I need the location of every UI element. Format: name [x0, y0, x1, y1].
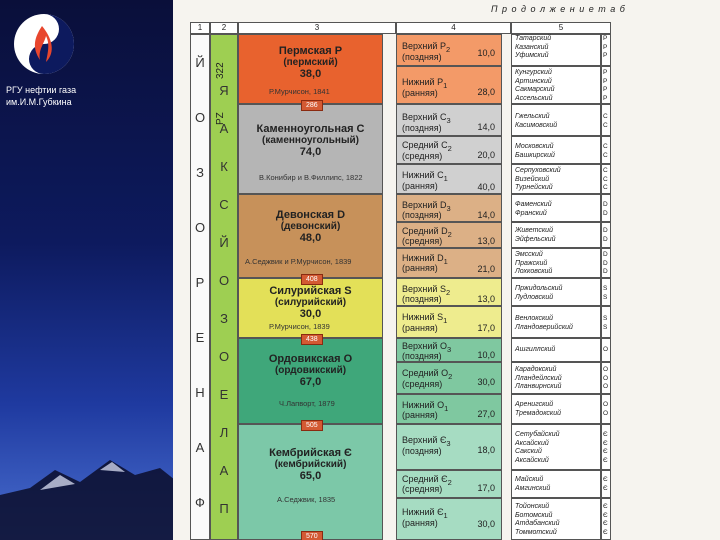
stage-code: S [603, 323, 608, 331]
epoch-subname: (ранняя) [402, 410, 438, 420]
epoch-duration: 14,0 [477, 122, 495, 132]
stage-name: Сакмарский [515, 86, 555, 93]
period-name: Девонская D [275, 209, 346, 221]
era-letter: К [220, 159, 228, 174]
stage-group [511, 338, 601, 362]
stage-code: O [603, 409, 609, 417]
period-name: Пермская P [278, 45, 343, 57]
epoch-index: 1 [444, 403, 449, 413]
period-carboniferous [238, 104, 383, 194]
eon-letter: Ф [195, 495, 205, 510]
stage-code: Є [603, 456, 608, 464]
stage-code-group [601, 424, 611, 470]
period-subname: (силурийский) [274, 297, 347, 308]
stage-code: S [603, 293, 608, 301]
column-number-1: 1 [190, 22, 210, 34]
epoch-duration: 30,0 [477, 377, 495, 387]
stage-name: Ашгиллский [515, 346, 556, 353]
epoch-subname: (ранняя) [402, 323, 438, 333]
epoch-index: 2 [447, 477, 452, 487]
stage-code: P [603, 86, 608, 93]
epoch-upper-silurian [396, 278, 502, 306]
epoch-duration: 30,0 [477, 519, 495, 529]
stage-code: C [603, 121, 608, 129]
period-duration: 67,0 [299, 376, 322, 388]
stage-name: Сетубайский [515, 431, 560, 438]
stage-code: Є [603, 503, 608, 510]
epoch-subname: (поздняя) [402, 52, 442, 62]
stage-name: Ботомский [515, 511, 553, 519]
stage-code: D [603, 209, 608, 217]
stage-group [511, 34, 601, 66]
stage-group [511, 104, 601, 136]
stage-group [511, 164, 601, 194]
stage-code-group [601, 164, 611, 194]
stage-name: Лланвирнский [515, 383, 562, 390]
epoch-index: 2 [445, 44, 451, 54]
epoch-index: 1 [443, 256, 448, 266]
era-letter: С [219, 197, 229, 212]
eon-column [190, 34, 210, 540]
epoch-subname: (средняя) [402, 484, 443, 494]
stage-name: Аксайский [515, 456, 549, 464]
geochronology-table-sheet [173, 0, 720, 540]
era-letter: П [219, 501, 229, 516]
epoch-duration: 21,0 [477, 264, 495, 274]
epoch-subname: (поздняя) [402, 294, 442, 304]
epoch-duration: 17,0 [477, 323, 495, 333]
epoch-index: 3 [446, 438, 451, 448]
stage-code: Є [603, 511, 608, 519]
epoch-duration: 18,0 [477, 445, 495, 455]
stage-code: Є [603, 528, 608, 536]
stage-name: Аксайский [515, 439, 549, 447]
stage-code: S [603, 315, 608, 322]
epoch-lower-cambrian [396, 498, 502, 540]
stage-code: D [603, 235, 608, 243]
epoch-lower-silurian [396, 306, 502, 338]
period-subname: (пермский) [283, 57, 338, 68]
stage-code: C [603, 167, 608, 174]
stage-code-group [601, 136, 611, 164]
period-author: А.Седжвик и Р.Мурчисон, 1839 [245, 257, 352, 266]
stage-name: Лудловский [515, 293, 554, 301]
org-line-2: им.И.М.Губкина [6, 97, 72, 107]
epoch-name: Средний O [402, 368, 449, 378]
stage-name: Тремадокский [515, 409, 562, 417]
era-letter: О [218, 349, 230, 364]
stage-name: Турнейский [515, 184, 553, 191]
epoch-name: Средний D [402, 226, 448, 236]
epoch-name: Нижний S [402, 312, 444, 322]
period-author: Ч.Лапворт, 1879 [279, 399, 335, 408]
stage-code: Є [603, 439, 608, 447]
epoch-subname: (ранняя) [402, 88, 438, 98]
epoch-name: Нижний C [402, 170, 444, 180]
stage-code: P [603, 94, 608, 102]
period-name: Каменноугольная C [256, 123, 365, 135]
stage-code: C [603, 175, 608, 183]
epoch-name: Нижний P [402, 77, 444, 87]
era-letter: Е [219, 387, 229, 402]
boundary-age: 505 [301, 420, 323, 431]
stage-code-group [601, 278, 611, 306]
epoch-name: Верхний O [402, 341, 447, 351]
period-devonian [238, 194, 383, 278]
eon-letter: Р [195, 275, 205, 290]
period-cambrian [238, 424, 383, 540]
epoch-subname: (ранняя) [402, 518, 438, 528]
epoch-duration: 40,0 [477, 182, 495, 192]
stage-name: Томмотский [515, 528, 557, 536]
eon-letter: Й [195, 55, 205, 70]
stage-name: Лохковский [515, 268, 553, 275]
stage-code: O [603, 374, 609, 382]
eon-letter: Е [195, 330, 205, 345]
period-name: Силурийская S [269, 285, 352, 297]
epoch-subname: (ранняя) [402, 181, 438, 191]
eon-letter: А [195, 440, 205, 455]
epoch-subname: (поздняя) [402, 210, 442, 220]
epoch-name: Верхний Є [402, 435, 447, 445]
boundary-age: 408 [301, 274, 323, 285]
stage-code: P [603, 35, 608, 42]
stage-code-group [601, 362, 611, 394]
epoch-index: 2 [448, 371, 453, 381]
epoch-name: Нижний Є [402, 507, 444, 517]
epoch-lower-carboniferous [396, 164, 502, 194]
stage-code: D [603, 201, 608, 208]
epoch-name: Средний Є [402, 474, 448, 484]
epoch-duration: 20,0 [477, 150, 495, 160]
epoch-name: Нижний O [402, 400, 445, 410]
stage-name: Франский [515, 209, 547, 217]
stage-name: Татарский [515, 35, 552, 42]
epoch-middle-ordovician [396, 362, 502, 394]
epoch-subname: (средняя) [402, 236, 443, 246]
stage-code-group [601, 470, 611, 498]
stage-code-group [601, 194, 611, 222]
period-silurian [238, 278, 383, 338]
stage-code: S [603, 285, 608, 292]
epoch-duration: 13,0 [477, 294, 495, 304]
epoch-name: Верхний S [402, 284, 446, 294]
epoch-subname: (поздняя) [402, 123, 442, 133]
stage-name: Ассельский [515, 94, 553, 102]
stage-code-group [601, 104, 611, 136]
stage-code: O [603, 346, 609, 353]
period-subname: (кембрийский) [274, 459, 347, 470]
epoch-upper-permian [396, 34, 502, 66]
stage-name: Казанский [515, 43, 549, 51]
period-author: В.Конибир и В.Филлипс, 1822 [259, 173, 363, 182]
period-subname: (каменноугольный) [262, 135, 359, 146]
stage-name: Фаменский [515, 201, 552, 208]
stage-name: Амгинский [515, 484, 551, 492]
epoch-index: 1 [443, 315, 448, 325]
stage-group [511, 470, 601, 498]
epoch-name: Нижний D [402, 253, 444, 263]
eon-letter: О [194, 220, 206, 235]
stage-name: Эйфельский [515, 235, 556, 243]
stage-name: Московский [515, 143, 554, 150]
stage-group [511, 306, 601, 338]
epoch-duration: 14,0 [477, 210, 495, 220]
stage-code: P [603, 69, 608, 76]
epoch-middle-cambrian [396, 470, 502, 498]
epoch-index: 1 [443, 173, 448, 183]
stage-code: D [603, 259, 608, 267]
stage-name: Венлокский [515, 315, 554, 322]
period-subname: (ордовикский) [274, 365, 347, 376]
column-number-4: 4 [396, 22, 511, 34]
era-letter: О [218, 273, 230, 288]
stage-code: P [603, 43, 608, 51]
epoch-name: Верхний P [402, 41, 446, 51]
stage-group [511, 248, 601, 278]
stage-name: Кунгурский [515, 69, 552, 76]
period-permian [238, 34, 383, 104]
era-letter: Й [219, 235, 229, 250]
stage-name: Сакский [515, 448, 542, 455]
epoch-middle-devonian [396, 222, 502, 248]
period-duration: 30,0 [299, 308, 322, 320]
stage-code: D [603, 251, 608, 258]
stage-group [511, 222, 601, 248]
stage-code: Є [603, 431, 608, 438]
stage-code-group [601, 34, 611, 66]
table-continuation-title: П р о д о л ж е н и е т а б [491, 4, 626, 14]
eon-letter: Н [195, 385, 205, 400]
era-duration: 322 [215, 62, 226, 79]
stage-group [511, 194, 601, 222]
stage-name: Живетский [515, 227, 553, 234]
period-duration: 38,0 [299, 68, 322, 80]
period-author: Р.Мурчисон, 1841 [269, 87, 330, 96]
stage-code-group [601, 66, 611, 104]
stage-code: Є [603, 484, 608, 492]
stage-code: C [603, 113, 608, 120]
era-code: PZ [215, 112, 226, 125]
stage-name: Пржидольский [515, 285, 563, 292]
stage-code: Є [603, 520, 608, 527]
epoch-subname: (средняя) [402, 379, 443, 389]
stage-code: D [603, 268, 608, 275]
stage-name: Тойонский [515, 503, 550, 510]
epoch-duration: 13,0 [477, 236, 495, 246]
stage-name: Атдабанский [515, 520, 560, 527]
column-number-2: 2 [210, 22, 238, 34]
epoch-subname: (средняя) [402, 151, 443, 161]
stage-code-group [601, 498, 611, 540]
organization-name [6, 84, 166, 108]
period-duration: 48,0 [299, 232, 322, 244]
epoch-upper-cambrian [396, 424, 502, 470]
stage-name: Эмсский [515, 251, 543, 258]
epoch-duration: 17,0 [477, 483, 495, 493]
epoch-index: 1 [443, 510, 448, 520]
epoch-index: 2 [447, 143, 452, 153]
stage-name: Лландейлский [515, 374, 562, 382]
epoch-index: 2 [445, 287, 451, 297]
stage-name: Карадокский [515, 366, 557, 373]
boundary-age: 438 [301, 334, 323, 345]
stage-code-group [601, 338, 611, 362]
stage-code-group [601, 248, 611, 278]
stage-name: Лландоверийский [515, 323, 573, 331]
stage-group [511, 278, 601, 306]
period-author: Р.Мурчисон, 1839 [269, 322, 330, 331]
stage-group [511, 136, 601, 164]
period-ordovician [238, 338, 383, 424]
epoch-index: 3 [446, 344, 452, 354]
stage-name: Гжельский [515, 113, 550, 120]
period-subname: (девонский) [280, 221, 341, 232]
stage-group [511, 362, 601, 394]
stage-name: Пражский [515, 259, 548, 267]
epoch-index: 2 [447, 229, 452, 239]
stage-code: C [603, 184, 608, 191]
org-line-1: РГУ нефтии газа [6, 85, 77, 95]
epoch-lower-devonian [396, 248, 502, 278]
era-letter: З [220, 311, 228, 326]
stage-code: O [603, 366, 609, 373]
stage-name: Аренигский [515, 401, 554, 408]
stage-group [511, 394, 601, 424]
stage-code: C [603, 143, 608, 150]
epoch-name: Верхний C [402, 112, 447, 122]
epoch-duration: 27,0 [477, 409, 495, 419]
epoch-subname: (ранняя) [402, 263, 438, 273]
stage-code: Є [603, 448, 608, 455]
period-duration: 65,0 [299, 470, 322, 482]
stage-name: Касимовский [515, 121, 558, 129]
epoch-lower-ordovician [396, 394, 502, 424]
stage-group [511, 498, 601, 540]
epoch-upper-devonian [396, 194, 502, 222]
epoch-lower-permian [396, 66, 502, 104]
eon-letter: О [194, 110, 206, 125]
stage-code-group [601, 222, 611, 248]
stage-group [511, 66, 601, 104]
epoch-index: 3 [446, 203, 451, 213]
stage-name: Майский [515, 476, 544, 483]
period-name: Кембрийская Є [269, 447, 352, 459]
epoch-name: Верхний D [402, 200, 447, 210]
stage-code: C [603, 151, 608, 159]
boundary-age: 286 [301, 100, 323, 111]
epoch-subname: (поздняя) [402, 351, 442, 361]
stage-code: P [603, 77, 608, 85]
period-duration: 74,0 [299, 146, 322, 158]
stage-code: Є [603, 476, 608, 483]
epoch-index: 3 [446, 115, 451, 125]
epoch-duration: 10,0 [477, 48, 495, 58]
stage-code-group [601, 306, 611, 338]
epoch-index: 1 [443, 80, 448, 90]
stage-code: D [603, 227, 608, 234]
epoch-duration: 28,0 [477, 87, 495, 97]
stage-name: Башкирский [515, 151, 555, 159]
stage-name: Уфимский [515, 52, 549, 59]
period-author: А.Седжвик, 1835 [277, 495, 336, 504]
stage-name: Визейский [515, 175, 550, 183]
era-letter: Л [219, 425, 229, 440]
epoch-middle-carboniferous [396, 136, 502, 164]
epoch-upper-carboniferous [396, 104, 502, 136]
era-letter: Я [219, 83, 229, 98]
stage-code: P [603, 52, 608, 59]
epoch-subname: (поздняя) [402, 446, 442, 456]
period-name: Ордовикская O [268, 353, 353, 365]
stage-group [511, 424, 601, 470]
stage-code-group [601, 394, 611, 424]
era-letter: А [219, 121, 229, 136]
era-letter: А [219, 463, 229, 478]
column-number-3: 3 [238, 22, 396, 34]
epoch-upper-ordovician [396, 338, 502, 362]
stage-code: O [603, 401, 609, 408]
epoch-name: Средний C [402, 140, 448, 150]
boundary-age: 570 [301, 531, 323, 540]
column-number-5: 5 [511, 22, 611, 34]
epoch-duration: 10,0 [477, 350, 495, 360]
stage-name: Серпуховский [515, 167, 561, 174]
stage-code: O [603, 383, 609, 390]
eon-letter: З [196, 165, 204, 180]
stage-name: Артинский [515, 77, 552, 85]
era-column [210, 34, 238, 540]
flame-logo-icon [12, 12, 76, 76]
